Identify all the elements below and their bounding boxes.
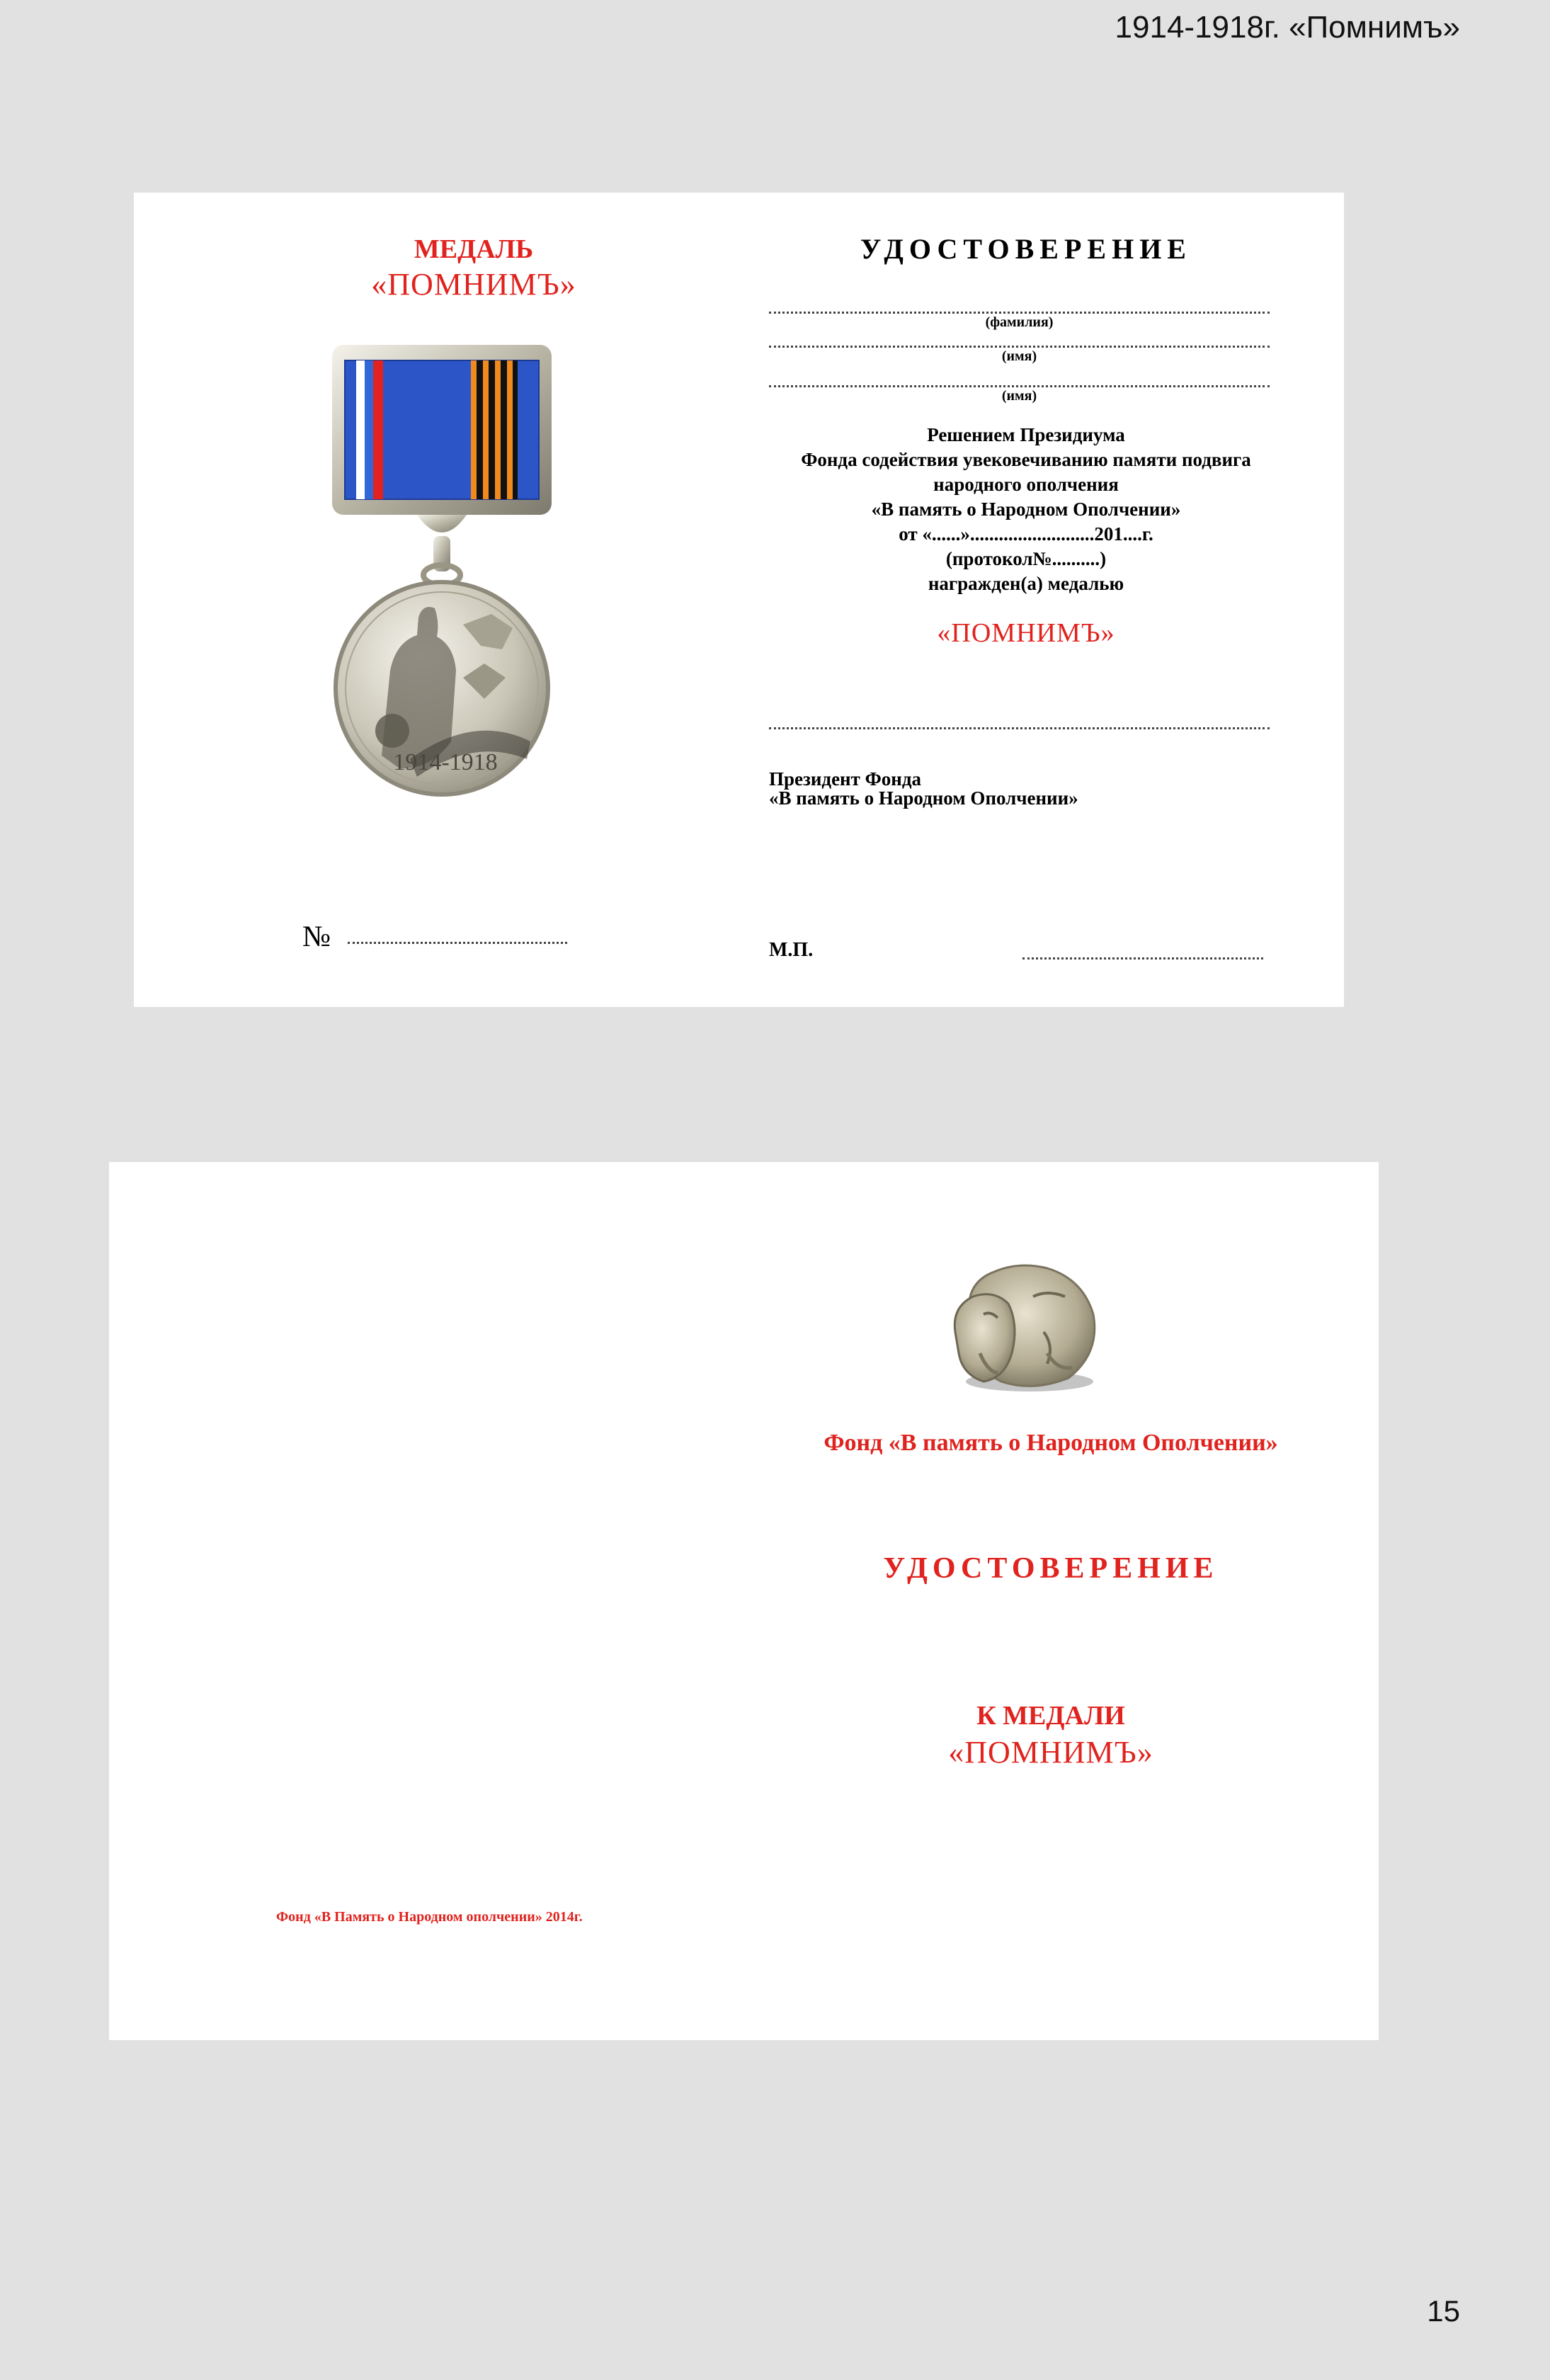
decision-line: награжден(а) медалью [928,573,1124,594]
surname-label: (фамилия) [985,314,1054,330]
decision-line: Решением Президиума [927,424,1125,445]
medal-years: 1914-1918 [393,749,498,775]
medal-name: «ПОМНИМЪ» [371,267,576,302]
medal-image [332,345,580,961]
name-label: (имя) [1001,348,1037,364]
cover-certificate-title: УДОСТОВЕРЕНИЕ [883,1552,1219,1585]
stamp-label: М.П. [769,939,814,961]
decision-text [743,423,1309,596]
patronymic-line [769,385,1270,387]
fund-title: Фонд «В память о Народном Ополчении» [824,1430,1278,1456]
page-number: 15 [1427,2294,1460,2328]
decision-line: от «......»..........................201....г. [899,523,1153,545]
number-sign: № [302,921,331,953]
page-header-title: 1914-1918г. «Помнимъ» [1115,10,1460,45]
signature-line [769,727,1270,729]
decision-line: Фонда содействия увековечиванию памяти подвига [801,449,1251,470]
certificate-inner-spread [134,193,1344,1007]
president-fund: «В память о Народном Ополчении» [769,787,1078,809]
decision-line: (протокол№..........) [945,548,1107,569]
patronymic-label: (имя) [1001,388,1037,404]
to-medal-label: К МЕДАЛИ [976,1701,1125,1731]
certificate-cover [109,1162,1379,2040]
stamp-signature-line [1022,957,1263,960]
number-line [348,942,567,944]
copyright-note: Фонд «В Память о Народном ополчении» 2014г. [276,1909,583,1925]
st-george-stripes [471,360,518,499]
name-line [769,346,1270,348]
certificate-title: УДОСТОВЕРЕНИЕ [860,233,1192,265]
award-medal-name: «ПОМНИМЪ» [937,618,1115,648]
medal-label: МЕДАЛЬ [414,234,534,264]
profiles-emblem [941,1247,1111,1403]
president-title: Президент Фонда [769,768,922,790]
decision-line: «В память о Народном Ополчении» [871,499,1181,520]
president-signature [769,770,1078,808]
decision-line: народного ополчения [933,474,1119,495]
cover-medal-name: «ПОМНИМЪ» [948,1735,1153,1770]
surname-line [769,312,1270,314]
